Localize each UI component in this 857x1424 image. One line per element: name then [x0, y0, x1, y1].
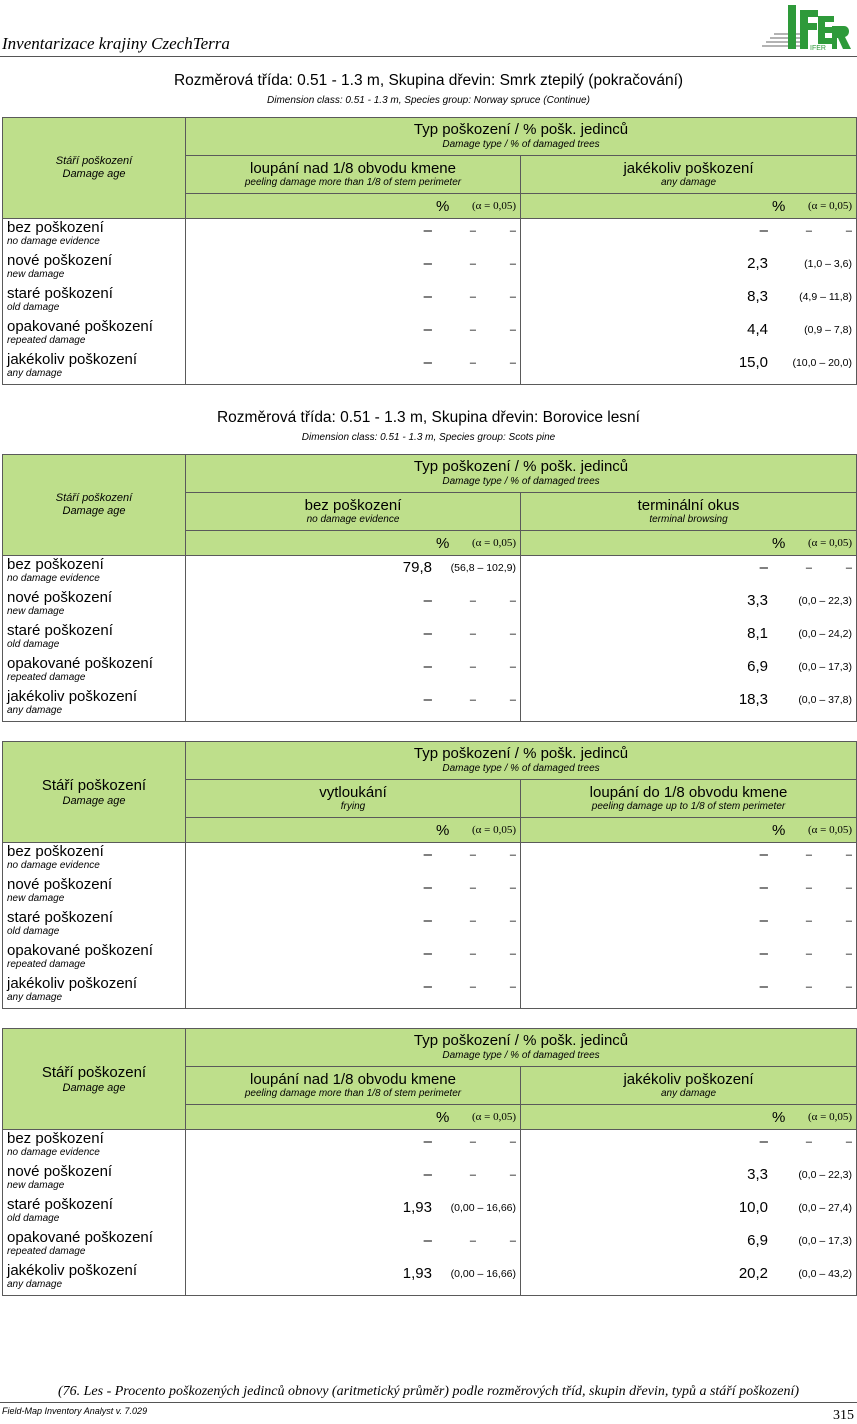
percent-alpha-header: % (α = 0,05) [521, 818, 857, 843]
empty-ci-high-dash: – [509, 224, 516, 237]
damage-table [2, 741, 857, 1009]
empty-ci-high-dash: – [509, 947, 516, 960]
table-row [3, 1163, 857, 1196]
empty-ci-low-dash: – [469, 323, 476, 336]
svg-text:IFER: IFER [810, 45, 826, 52]
empty-ci-high-dash: – [845, 1135, 853, 1148]
empty-ci-low-dash: – [469, 881, 476, 894]
damage-age-label: jakékoliv poškození any damage [3, 1262, 186, 1296]
confidence-interval: (0,0 – 43,2) [798, 1267, 853, 1280]
empty-ci-high-dash: – [509, 323, 516, 336]
empty-ci-high-dash: – [509, 356, 516, 369]
empty-value-dash: – [759, 222, 769, 239]
empty-ci-high-dash: – [845, 947, 853, 960]
empty-ci-high-dash: – [509, 627, 516, 640]
column-header: jakékoliv poškození any damage [521, 1067, 857, 1105]
empty-ci-low-dash: – [805, 881, 813, 894]
empty-value-dash: – [759, 846, 769, 863]
table-row [3, 876, 857, 909]
damage-age-label: opakované poškození repeated damage [3, 942, 186, 975]
confidence-interval: (0,0 – 27,4) [798, 1201, 853, 1214]
damage-percent-value: 4,4 [747, 321, 769, 338]
table-row [3, 622, 857, 655]
percent-alpha-header: % (α = 0,05) [521, 531, 857, 556]
table-row [3, 1229, 857, 1262]
header-rule [0, 56, 857, 57]
column-header: terminální okus terminal browsing [521, 493, 857, 531]
empty-ci-low-dash: – [805, 224, 813, 237]
empty-ci-low-dash: – [469, 1168, 476, 1181]
empty-value-dash: – [423, 1166, 432, 1183]
table-row [3, 688, 857, 722]
table-row [3, 1130, 857, 1164]
damage-table [2, 1028, 857, 1296]
table-row [3, 909, 857, 942]
empty-ci-high-dash: – [509, 848, 516, 861]
empty-value-dash: – [423, 1133, 432, 1150]
damage-percent-value: 18,3 [738, 691, 769, 708]
empty-ci-high-dash: – [509, 980, 516, 993]
damage-type-header: Typ poškození / % pošk. jedinců Damage type / % of damaged trees [186, 455, 857, 493]
damage-age-header: Stáří poškození Damage age [3, 118, 186, 219]
column-header: loupání do 1/8 obvodu kmene peeling damage up to 1/8 of stem perimeter [521, 780, 857, 818]
empty-ci-high-dash: – [509, 881, 516, 894]
empty-ci-high-dash: – [509, 914, 516, 927]
empty-ci-high-dash: – [509, 257, 516, 270]
empty-value-dash: – [423, 222, 432, 239]
section-subtitle: Dimension class: 0.51 - 1.3 m, Species group: Norway spruce (Continue) [267, 95, 590, 106]
table-row [3, 556, 857, 590]
section-title: Rozměrová třída: 0.51 - 1.3 m, Skupina dřevin: Borovice lesní [216, 409, 640, 426]
empty-value-dash: – [759, 879, 769, 896]
empty-value-dash: – [423, 354, 432, 371]
empty-ci-low-dash: – [469, 947, 476, 960]
table-row [3, 252, 857, 285]
damage-table [2, 117, 857, 385]
damage-age-label: opakované poškození repeated damage [3, 1229, 186, 1262]
confidence-interval: (0,0 – 17,3) [798, 660, 853, 673]
empty-ci-high-dash: – [845, 848, 853, 861]
empty-ci-low-dash: – [805, 561, 813, 574]
empty-value-dash: – [759, 1133, 769, 1150]
empty-ci-low-dash: – [805, 1135, 813, 1148]
table-row [3, 219, 857, 253]
empty-ci-high-dash: – [509, 290, 516, 303]
damage-age-label: opakované poškození repeated damage [3, 655, 186, 688]
confidence-interval: (10,0 – 20,0) [792, 356, 853, 369]
damage-age-label: jakékoliv poškození any damage [3, 688, 186, 722]
empty-ci-low-dash: – [469, 224, 476, 237]
column-header: bez poškození no damage evidence [186, 493, 521, 531]
confidence-interval: (0,00 – 16,66) [450, 1267, 516, 1280]
empty-value-dash: – [423, 625, 432, 642]
empty-value-dash: – [423, 592, 432, 609]
empty-ci-low-dash: – [805, 914, 813, 927]
damage-age-header: Stáří poškození Damage age [3, 742, 186, 843]
empty-ci-low-dash: – [469, 848, 476, 861]
empty-value-dash: – [423, 846, 432, 863]
damage-age-label: jakékoliv poškození any damage [3, 351, 186, 385]
section-subtitle: Dimension class: 0.51 - 1.3 m, Species group: Scots pine [301, 432, 556, 443]
damage-age-label: nové poškození new damage [3, 876, 186, 909]
damage-type-header: Typ poškození / % pošk. jedinců Damage type / % of damaged trees [186, 118, 857, 156]
confidence-interval: (1,0 – 3,6) [804, 257, 853, 270]
damage-age-label: staré poškození old damage [3, 285, 186, 318]
empty-ci-low-dash: – [805, 980, 813, 993]
empty-value-dash: – [423, 321, 432, 338]
empty-value-dash: – [423, 978, 432, 995]
damage-percent-value: 6,9 [747, 658, 769, 675]
damage-percent-value: 6,9 [747, 1232, 769, 1249]
empty-ci-low-dash: – [805, 848, 813, 861]
damage-age-label: opakované poškození repeated damage [3, 318, 186, 351]
empty-value-dash: – [423, 691, 432, 708]
damage-percent-value: 1,93 [402, 1265, 432, 1282]
damage-percent-value: 8,1 [747, 625, 769, 642]
empty-ci-high-dash: – [509, 594, 516, 607]
empty-ci-high-dash: – [845, 561, 853, 574]
damage-age-label: staré poškození old damage [3, 909, 186, 942]
table-row [3, 589, 857, 622]
column-header: loupání nad 1/8 obvodu kmene peeling damage more than 1/8 of stem perimeter [186, 156, 521, 194]
damage-age-header: Stáří poškození Damage age [3, 455, 186, 556]
damage-age-label: nové poškození new damage [3, 589, 186, 622]
damage-type-header: Typ poškození / % pošk. jedinců Damage type / % of damaged trees [186, 742, 857, 780]
empty-value-dash: – [423, 912, 432, 929]
empty-value-dash: – [423, 658, 432, 675]
percent-alpha-header: % (α = 0,05) [186, 194, 521, 219]
damage-age-label: nové poškození new damage [3, 1163, 186, 1196]
ifer-logo [760, 2, 852, 52]
empty-value-dash: – [423, 879, 432, 896]
table-row [3, 655, 857, 688]
empty-ci-high-dash: – [845, 881, 853, 894]
empty-ci-high-dash: – [845, 980, 853, 993]
damage-percent-value: 15,0 [738, 354, 769, 371]
confidence-interval: (0,0 – 22,3) [798, 1168, 853, 1181]
damage-percent-value: 1,93 [402, 1199, 432, 1216]
damage-age-label: staré poškození old damage [3, 622, 186, 655]
damage-percent-value: 10,0 [738, 1199, 769, 1216]
damage-percent-value: 79,8 [402, 559, 432, 576]
damage-type-header: Typ poškození / % pošk. jedinců Damage type / % of damaged trees [186, 1029, 857, 1067]
empty-ci-low-dash: – [805, 947, 813, 960]
column-header: jakékoliv poškození any damage [521, 156, 857, 194]
table-row [3, 942, 857, 975]
damage-age-label: bez poškození no damage evidence [3, 219, 186, 253]
damage-table [2, 454, 857, 722]
footer-rule [0, 1402, 857, 1403]
damage-age-label: bez poškození no damage evidence [3, 843, 186, 877]
section-title: Rozměrová třída: 0.51 - 1.3 m, Skupina dřevin: Smrk ztepilý (pokračování) [173, 72, 684, 89]
empty-ci-high-dash: – [509, 1168, 516, 1181]
empty-ci-low-dash: – [469, 594, 476, 607]
empty-ci-high-dash: – [509, 660, 516, 673]
percent-alpha-header: % (α = 0,05) [186, 818, 521, 843]
empty-ci-low-dash: – [469, 290, 476, 303]
empty-ci-high-dash: – [845, 914, 853, 927]
percent-alpha-header: % (α = 0,05) [521, 194, 857, 219]
table-row [3, 975, 857, 1009]
percent-alpha-header: % (α = 0,05) [521, 1105, 857, 1130]
empty-value-dash: – [759, 945, 769, 962]
damage-percent-value: 8,3 [747, 288, 769, 305]
confidence-interval: (4,9 – 11,8) [799, 290, 853, 303]
empty-ci-low-dash: – [469, 1135, 476, 1148]
table-caption: (76. Les - Procento poškozených jedinců obnovy (aritmetický průměr) podle rozměrových tříd, skupin dřevin, typů a stáří poškození) [57, 1384, 800, 1399]
table-row [3, 843, 857, 877]
table-row [3, 1262, 857, 1296]
confidence-interval: (0,0 – 24,2) [798, 627, 853, 640]
percent-alpha-header: % (α = 0,05) [186, 531, 521, 556]
percent-alpha-header: % (α = 0,05) [186, 1105, 521, 1130]
document-header-title: Inventarizace krajiny CzechTerra [2, 34, 230, 53]
empty-value-dash: – [423, 1232, 432, 1249]
empty-ci-low-dash: – [469, 257, 476, 270]
empty-ci-low-dash: – [469, 660, 476, 673]
empty-value-dash: – [423, 288, 432, 305]
table-row [3, 1196, 857, 1229]
damage-percent-value: 3,3 [747, 1166, 769, 1183]
empty-ci-high-dash: – [509, 693, 516, 706]
table-row [3, 318, 857, 351]
software-version: Field-Map Inventory Analyst v. 7.029 [2, 1406, 148, 1416]
empty-value-dash: – [759, 559, 769, 576]
empty-value-dash: – [759, 912, 769, 929]
empty-ci-high-dash: – [509, 1234, 516, 1247]
damage-percent-value: 2,3 [747, 255, 769, 272]
empty-value-dash: – [423, 945, 432, 962]
damage-percent-value: 20,2 [738, 1265, 769, 1282]
empty-ci-high-dash: – [509, 1135, 516, 1148]
column-header: vytloukání frying [186, 780, 521, 818]
confidence-interval: (0,0 – 22,3) [798, 594, 853, 607]
damage-age-header: Stáří poškození Damage age [3, 1029, 186, 1130]
empty-ci-low-dash: – [469, 914, 476, 927]
empty-value-dash: – [759, 978, 769, 995]
damage-age-label: bez poškození no damage evidence [3, 556, 186, 590]
damage-age-label: jakékoliv poškození any damage [3, 975, 186, 1009]
empty-ci-low-dash: – [469, 980, 476, 993]
table-row [3, 351, 857, 385]
damage-age-label: nové poškození new damage [3, 252, 186, 285]
confidence-interval: (0,0 – 17,3) [798, 1234, 853, 1247]
empty-ci-low-dash: – [469, 356, 476, 369]
page-number: 315 [833, 1408, 854, 1423]
empty-ci-low-dash: – [469, 1234, 476, 1247]
confidence-interval: (0,00 – 16,66) [450, 1201, 516, 1214]
damage-percent-value: 3,3 [747, 592, 769, 609]
damage-age-label: bez poškození no damage evidence [3, 1130, 186, 1164]
column-header: loupání nad 1/8 obvodu kmene peeling damage more than 1/8 of stem perimeter [186, 1067, 521, 1105]
confidence-interval: (0,9 – 7,8) [804, 323, 853, 336]
table-row [3, 285, 857, 318]
empty-ci-high-dash: – [845, 224, 853, 237]
empty-ci-low-dash: – [469, 627, 476, 640]
empty-ci-low-dash: – [469, 693, 476, 706]
empty-value-dash: – [423, 255, 432, 272]
confidence-interval: (56,8 – 102,9) [450, 561, 516, 574]
damage-age-label: staré poškození old damage [3, 1196, 186, 1229]
confidence-interval: (0,0 – 37,8) [798, 693, 853, 706]
